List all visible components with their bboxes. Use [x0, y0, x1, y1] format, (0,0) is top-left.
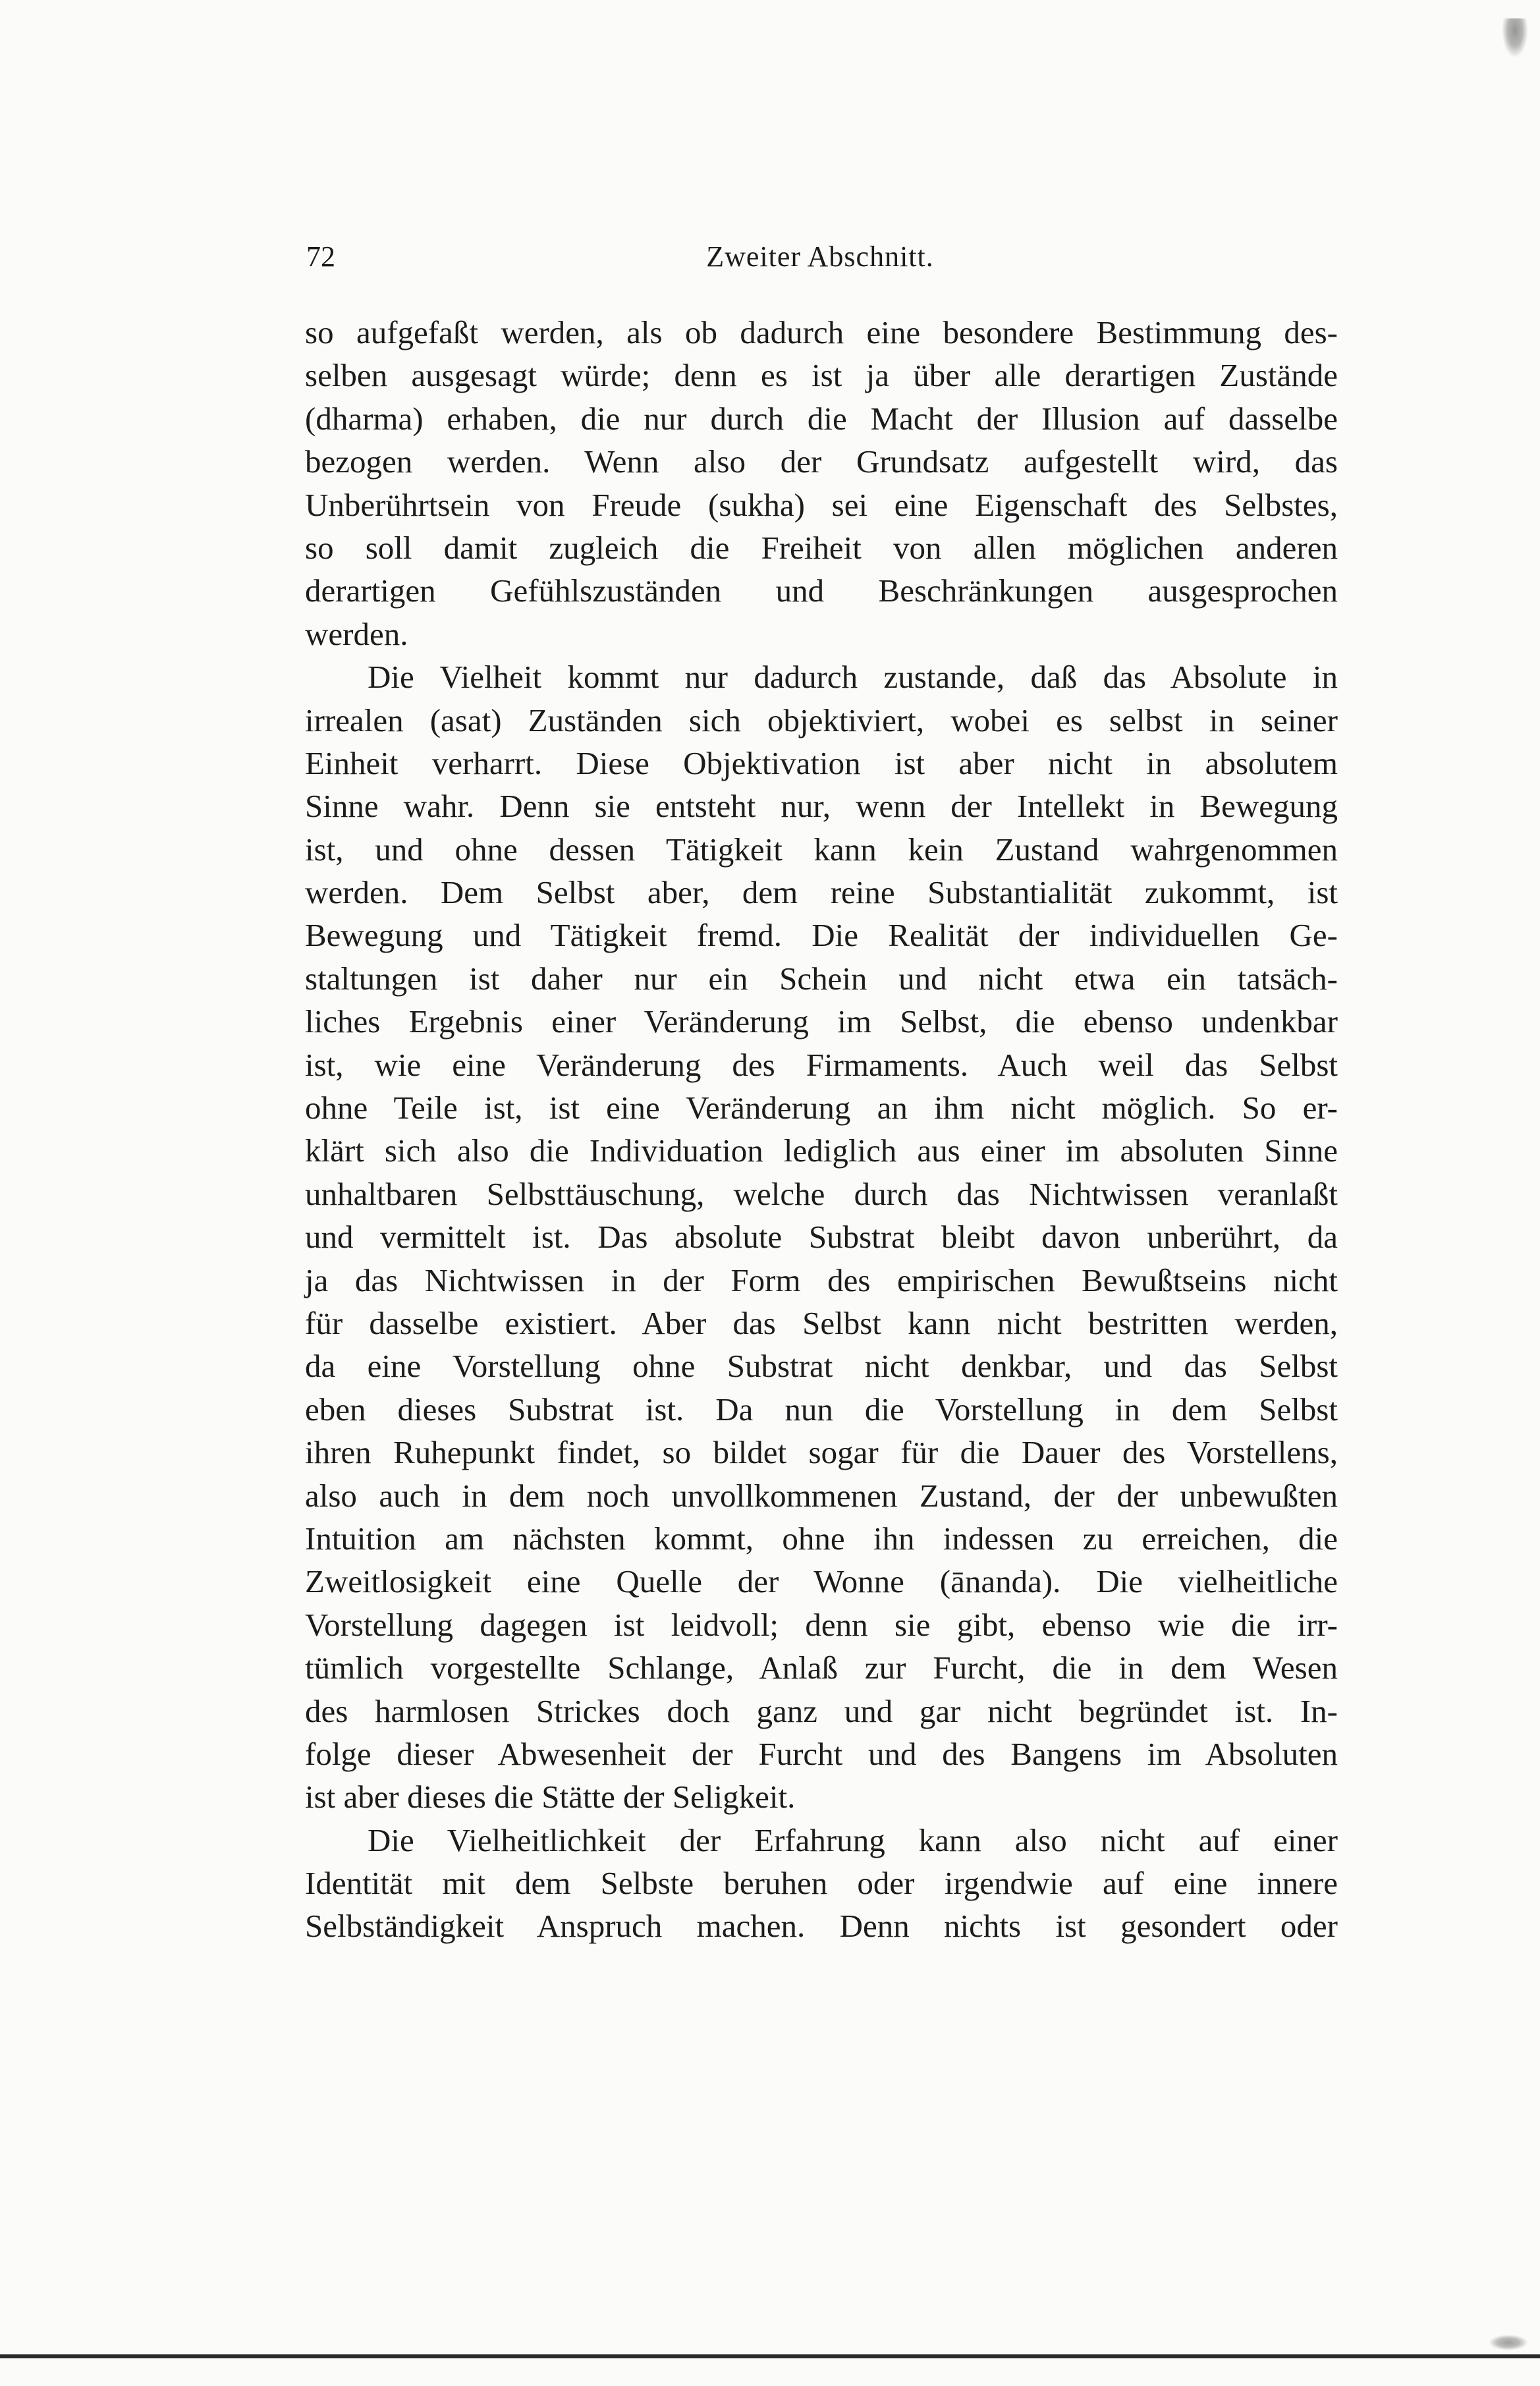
text-line: irrealen (asat) Zuständen sich objektiviert, wobei es selbst in seiner: [305, 702, 1338, 738]
text-line: Unberührtsein von Freude (sukha) sei eine Eigenschaft des Selbstes,: [305, 486, 1338, 523]
text-line: Intuition am nächsten kommt, ohne ihn indessen zu erreichen, die: [305, 1520, 1338, 1557]
text-line: für dasselbe existiert. Aber das Selbst kann nicht bestritten werden,: [305, 1304, 1338, 1341]
text-line: ist, wie eine Veränderung des Firmaments. Auch weil das Selbst: [305, 1046, 1338, 1083]
text-line: Die Vielheitlichkeit der Erfahrung kann also nicht auf einer: [368, 1821, 1338, 1858]
text-line: also auch in dem noch unvollkommenen Zustand, der der unbewußten: [305, 1477, 1338, 1514]
text-line: derartigen Gefühlszuständen und Beschränkungen ausgesprochen: [305, 572, 1338, 609]
text-line: Sinne wahr. Denn sie entsteht nur, wenn der Intellekt in Bewegung: [305, 788, 1338, 825]
text-line: werden.: [305, 615, 408, 652]
text-line: werden. Dem Selbst aber, dem reine Substantialität zukommt, ist: [305, 874, 1338, 911]
running-title: Zweiter Abschnitt.: [706, 240, 934, 273]
text-line: so soll damit zugleich die Freiheit von allen möglichen anderen: [305, 529, 1338, 566]
scan-artifact-top: [1502, 18, 1528, 58]
text-line: des harmlosen Strickes doch ganz und gar nicht begründet ist. In-: [305, 1692, 1338, 1729]
text-line: ja das Nichtwissen in der Form des empirischen Bewußtseins nicht: [305, 1262, 1338, 1298]
text-line: ihren Ruhepunkt findet, so bildet sogar für die Dauer des Vorstellens,: [305, 1434, 1338, 1471]
page-header: [306, 234, 1334, 280]
text-line: tümlich vorgestellte Schlange, Anlaß zur Furcht, die in dem Wesen: [305, 1650, 1338, 1686]
paragraph: [305, 1819, 1338, 1948]
paragraph: [305, 311, 1338, 655]
text-line: Die Vielheit kommt nur dadurch zustande, daß das Absolute in: [368, 659, 1338, 696]
text-line: Einheit verharrt. Diese Objektivation ist aber nicht in absolutem: [305, 744, 1338, 781]
text-line: ist, und ohne dessen Tätigkeit kann kein Zustand wahrgenommen: [305, 831, 1338, 868]
text-line: ohne Teile ist, ist eine Veränderung an ihm nicht möglich. So er-: [305, 1090, 1338, 1126]
text-line: so aufgefaßt werden, als ob dadurch eine besondere Bestimmung des-: [305, 314, 1338, 350]
text-line: (dharma) erhaben, die nur durch die Macht der Illusion auf dasselbe: [305, 400, 1338, 437]
text-line: folge dieser Abwesenheit der Furcht und des Bangens im Absoluten: [305, 1735, 1338, 1772]
text-line: Vorstellung dagegen ist leidvoll; denn sie gibt, ebenso wie die irr-: [305, 1606, 1338, 1643]
text-line: da eine Vorstellung ohne Substrat nicht denkbar, und das Selbst: [305, 1348, 1338, 1385]
text-line: Zweitlosigkeit eine Quelle der Wonne (ānanda). Die vielheitliche: [305, 1563, 1338, 1600]
text-line: selben ausgesagt würde; denn es ist ja über alle derartigen Zustände: [305, 357, 1338, 394]
page-number: 72: [306, 240, 335, 273]
text-line: und vermittelt ist. Das absolute Substrat bleibt davon unberührt, da: [305, 1219, 1338, 1256]
text-line: liches Ergebnis einer Veränderung im Selbst, die ebenso undenkbar: [305, 1003, 1338, 1040]
scan-bottom-edge: [0, 2354, 1540, 2358]
text-line: ist aber dieses die Stätte der Seligkeit.: [305, 1779, 796, 1816]
text-line: klärt sich also die Individuation lediglich aus einer im absoluten Sinne: [305, 1132, 1338, 1169]
text-line: Selbständigkeit Anspruch machen. Denn nichts ist gesondert oder: [305, 1908, 1338, 1945]
paragraph: [305, 655, 1338, 1819]
text-line: Identität mit dem Selbste beruhen oder irgendwie auf eine innere: [305, 1865, 1338, 1902]
body-text: [305, 311, 1338, 1948]
text-line: bezogen werden. Wenn also der Grundsatz aufgestellt wird, das: [305, 443, 1338, 480]
text-line: Bewegung und Tätigkeit fremd. Die Realität der individuellen Ge-: [305, 917, 1338, 954]
text-line: staltungen ist daher nur ein Schein und nicht etwa ein tatsäch-: [305, 960, 1338, 997]
scan-artifact-bottom: [1489, 2335, 1528, 2350]
text-line: unhaltbaren Selbsttäuschung, welche durch das Nichtwissen veranlaßt: [305, 1175, 1338, 1212]
text-line: eben dieses Substrat ist. Da nun die Vorstellung in dem Selbst: [305, 1391, 1338, 1428]
